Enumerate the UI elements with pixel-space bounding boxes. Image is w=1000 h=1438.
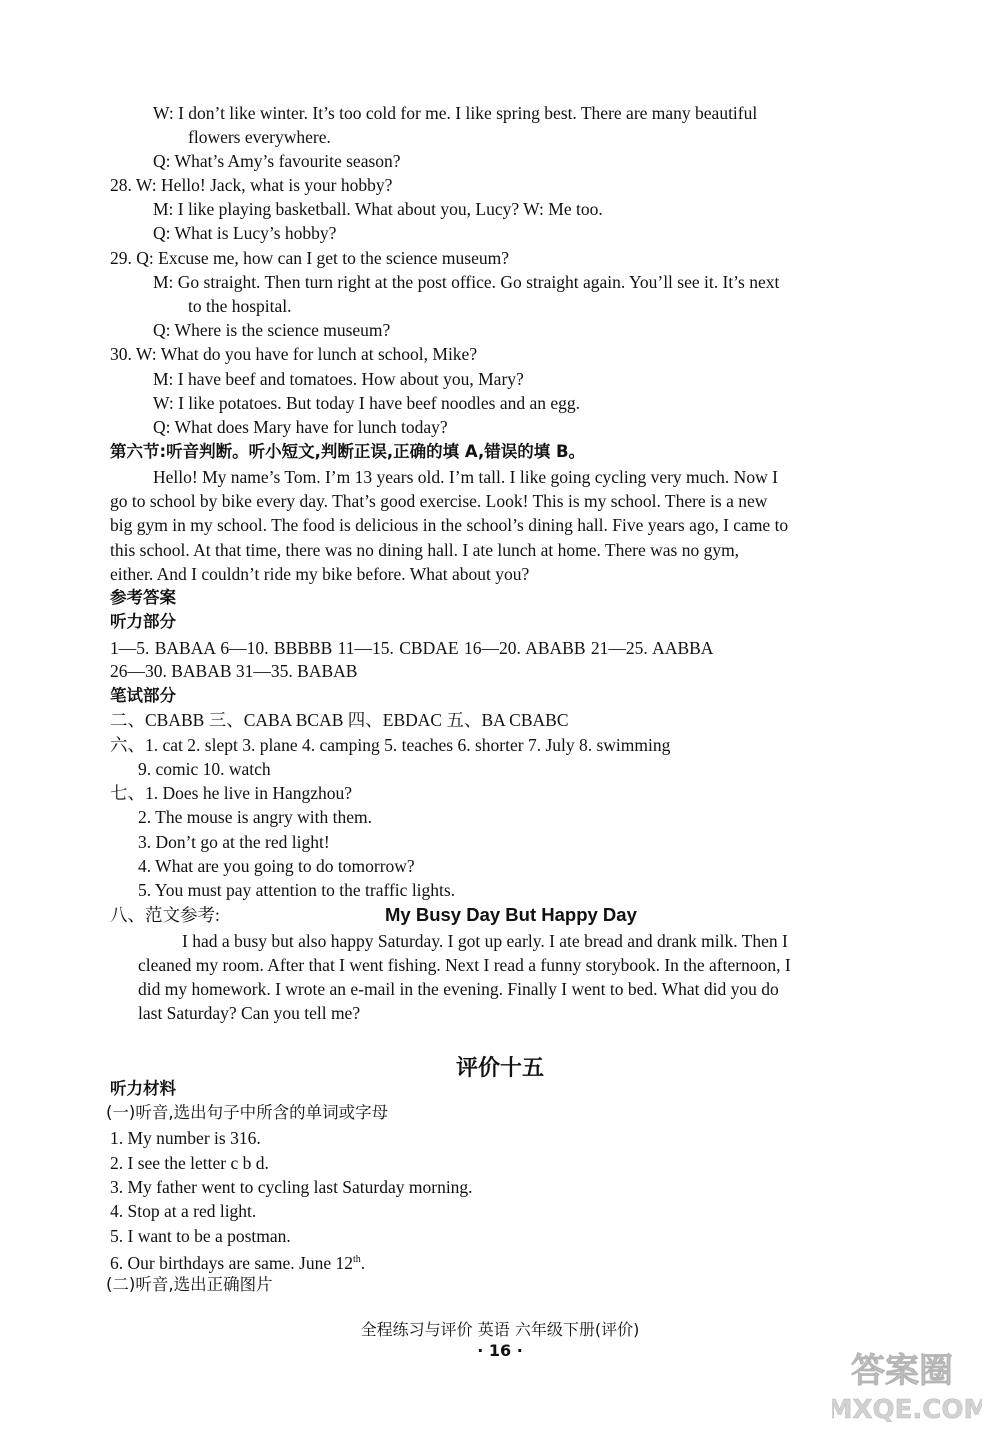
part1-item: 3. My father went to cycling last Saturday morning. (110, 1177, 473, 1197)
writing-answers: 5. You must pay attention to the traffic lights. (138, 880, 456, 900)
listening-answers: 26—30. BABAB 31—35. BABAB (110, 661, 358, 681)
part1-heading: (一)听音,选出句子中所含的单词或字母 (106, 1103, 389, 1122)
dialogue-line: 30. W: What do you have for lunch at school, Mike? (110, 344, 478, 364)
listening-answers: 1—5. BABAA 6—10. BBBBB 11—15. CBDAE 16—20. ABABB 21—25. AABBA (110, 638, 714, 658)
dialogue-line: Q: What’s Amy’s favourite season? (153, 151, 401, 171)
dialogue-line: Q: What does Mary have for lunch today? (153, 417, 448, 437)
watermark-logo-icon (832, 1346, 982, 1426)
passage-line: either. And I couldn’t ride my bike before. What about you? (110, 564, 530, 584)
part1-item: 5. I want to be a postman. (110, 1226, 291, 1246)
part1-item-text: 6. Our birthdays are same. June 12 (110, 1252, 353, 1273)
watermark-site: MXQE.COM (832, 1395, 982, 1425)
dialogue-line: M: Go straight. Then turn right at the post office. Go straight again. You’ll see it. It’s next (153, 272, 780, 292)
writing-answers: 六、1. cat 2. slept 3. plane 4. camping 5. teaches 6. shorter 7. July 8. swimming (110, 735, 671, 755)
watermark-logo-text: 答案圈 (851, 1351, 953, 1391)
passage-line: Hello! My name’s Tom. I’m 13 years old. I’m tall. I like going cycling very much. Now I (153, 467, 778, 487)
answers-heading: 参考答案 (110, 588, 176, 607)
dialogue-line: to the hospital. (188, 296, 292, 316)
part2-heading: (二)听音,选出正确图片 (106, 1275, 273, 1294)
dialogue-line: W: I don’t like winter. It’s too cold for me. I like spring best. There are many beautiful (153, 103, 758, 123)
materials-heading: 听力材料 (110, 1079, 176, 1098)
essay-line: I had a busy but also happy Saturday. I got up early. I ate bread and drank milk. Then I (182, 931, 788, 951)
writing-answers: 3. Don’t go at the red light! (138, 832, 330, 852)
dialogue-line: W: I like potatoes. But today I have beef noodles and an egg. (153, 393, 580, 413)
writing-answers: 4. What are you going to do tomorrow? (138, 856, 415, 876)
writing-answers: 2. The mouse is angry with them. (138, 807, 372, 827)
part1-item-6 (110, 1248, 365, 1275)
part1-item: 2. I see the letter c b d. (110, 1153, 269, 1173)
dialogue-line: Q: What is Lucy’s hobby? (153, 223, 337, 243)
part1-item: 4. Stop at a red light. (110, 1201, 257, 1221)
listening-heading: 听力部分 (110, 612, 176, 631)
watermark-logo (832, 1346, 982, 1426)
page-number: · 16 · (477, 1341, 523, 1360)
writing-answers: 二、CBABB 三、CABA BCAB 四、EBDAC 五、BA CBABC (110, 710, 569, 730)
dialogue-line: M: I like playing basketball. What about you, Lucy? W: Me too. (153, 199, 603, 219)
essay-line: cleaned my room. After that I went fishing. Next I read a funny storybook. In the afternoon, I (138, 955, 791, 975)
dialogue-line: M: I have beef and tomatoes. How about you, Mary? (153, 369, 524, 389)
dialogue-line: 29. Q: Excuse me, how can I get to the science museum? (110, 248, 509, 268)
dialogue-line: flowers everywhere. (188, 127, 331, 147)
part1-item: 1. My number is 316. (110, 1128, 261, 1148)
essay-line: did my homework. I wrote an e-mail in the evening. Finally I went to bed. What did you do (138, 979, 779, 999)
passage-line: big gym in my school. The food is delicious in the school’s dining hall. Five years ago, I came to (110, 515, 789, 535)
footer-text: 全程练习与评价 英语 六年级下册(评价) (360, 1320, 640, 1339)
passage-line: this school. At that time, there was no dining hall. I ate lunch at home. There was no gym, (110, 540, 740, 560)
passage-line: go to school by bike every day. That’s good exercise. Look! This is my school. There is a new (110, 491, 768, 511)
writing-heading: 笔试部分 (110, 686, 176, 705)
essay-title: My Busy Day But Happy Day (385, 904, 637, 925)
dialogue-line: Q: Where is the science museum? (153, 320, 391, 340)
ordinal-suffix: th (353, 1254, 361, 1265)
essay-label: 八、范文参考: (110, 905, 220, 925)
writing-answers: 9. comic 10. watch (138, 759, 271, 779)
period: . (360, 1252, 366, 1273)
section-title: 评价十五 (455, 1056, 544, 1081)
dialogue-line: 28. W: Hello! Jack, what is your hobby? (110, 175, 393, 195)
essay-line: last Saturday? Can you tell me? (138, 1003, 361, 1023)
section6-heading: 第六节:听音判断。听小短文,判断正误,正确的填 A,错误的填 B。 (110, 442, 586, 461)
writing-answers: 七、1. Does he live in Hangzhou? (110, 783, 353, 803)
